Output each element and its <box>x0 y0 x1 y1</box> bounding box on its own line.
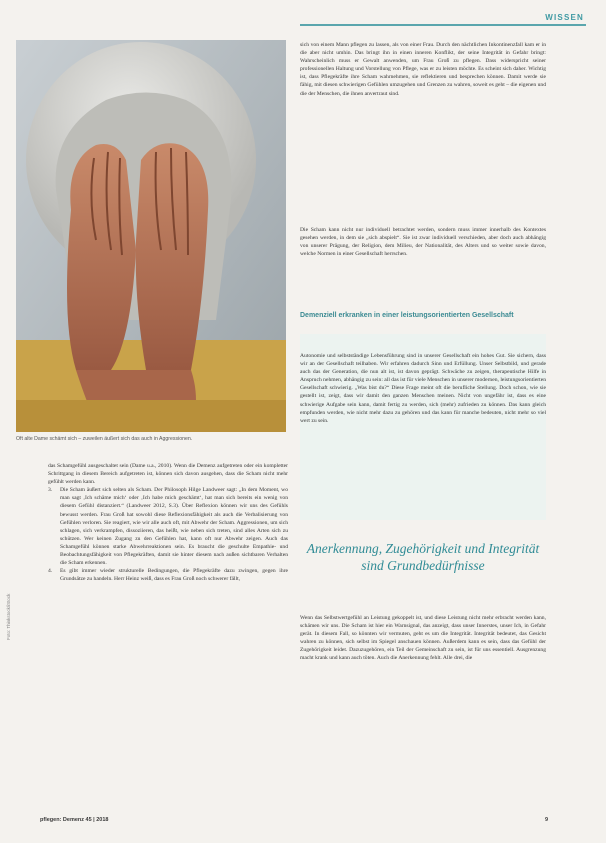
photo-credit: Foto: Thinkstock/iStock <box>6 593 11 640</box>
pullquote: Anerkennung, Zugehörigkeit und Integrität sind Grundbedürfnisse <box>306 541 540 573</box>
paragraph-2-text: Die Scham kann nicht nur individuell betrachtet werden, sondern muss immer innerhalb des Kontextes gesehen werden, in dem sie „sich abspielt“. Sie ist zwar individuell verschieden, aber doch auch abhängig von unserer Prägung, der Religion, dem Milieu, der Nationalität, des Alters und so weiter sowie davon, welche Normen in einer Gesellschaft herrschen. <box>300 227 546 258</box>
right-column-paragraph-3 <box>300 352 546 425</box>
section-subheading: Demenziell erkranken in einer leistungsorientierten Gesellschaft <box>300 312 514 319</box>
paragraph-1-text: sich von einem Mann pflegen zu lassen, als von einer Frau. Durch den nächtlichen Inkontinenzfall kam er in die aber nicht umhin. Das bringt ihn in einen inneren Konflikt, der seine Integrität in Gefahr bringt: Wahrscheinlich muss er Gewalt anwenden, um Frau Groß zu pflegen. Dass widerspricht seiner professionellen Haltung und Vorstellung von Pflege, was er zu leisten möchte. Es scheint sich daher. Wichtig ist, dass Pflegekräfte ihre Scham wahrnehmen, sie reflektieren und besprechen können. Damit werde sie fähig, mit diesen schwierigen Gefühlen umzugehen und Grenzen zu wahren, soweit es geht – die eigenen und die der Menschen, die ihnen anvertraut sind. <box>300 42 546 97</box>
photo-caption: Oft alte Dame schämt sich – zuweilen äußert sich das auch in Aggressionen. <box>16 436 193 442</box>
elderly-woman-photo <box>16 40 286 432</box>
list-text-4: Es gibt immer wieder strukturelle Bedingungen, die Pflegekräfte dazu zwingen, gegen ihre Grundsätze zu handeln. Herr Heinz weiß, dass es Frau Groß noch schwerer fällt, <box>60 568 288 583</box>
left-intro-paragraph: das Schamgefühl ausgeschaltet sein (Dame u.a., 2010). Wenn die Demenz aufgetreten oder ein kompletter Schrittgang in diesem Bereich aufgetreten ist, können sich davon ausgehen, dass die Scham nicht mehr gefühlt werden kann. <box>48 463 288 486</box>
page-number: 9 <box>545 817 549 823</box>
list-item-3 <box>48 486 288 567</box>
magazine-footer: pflegen: Demenz 45 | 2018 <box>40 817 109 823</box>
section-label: WISSEN <box>545 13 584 22</box>
left-column <box>48 462 288 583</box>
paragraph-3-text: Autonomie und selbstständige Lebensführung sind in unserer Gesellschaft ein hohes Gut. Sie sichern, dass wir an der Gesellschaft teilhaben. Wir erfahren dadurch Sinn und Erfüllung. Unser Selbstbild, und gerade auch das der Generation, die nun alt ist, ist davon geprägt. Schwäche zu zeigen, therapeutische Hilfe in Anspruch nehmen, abhängig zu sein: all das ist für viele Menschen in unserer modernen, leistungsorientierten Gesellschaft schwierig. „Was bist du?“ Diese Frage meint oft die berufliche Stellung. Doch schon, wie sie gestellt ist, zeigt, dass wir damit den ganzen Menschen meinen. Nicht von ungefähr ist, dass es eine schwierige Aufgabe sein kann, damit fertig zu werden, sich (mehr) zufrieden zu können. Das kann gleich empfunden werden, wie nicht mehr dazu zu gehören und das kann für manche bedeuten, nicht mehr so viel wert zu sein. <box>300 353 546 424</box>
right-column-paragraph-4 <box>300 614 546 663</box>
list-text-3: Die Scham äußert sich selten als Scham. Der Philosoph Hilge Landweer sagt: „In dem Moment, wo man sagt ‚Ich schäme mich‘ oder ‚Ich habe mich geschämt‘, hat man sich bereits ein wenig von diesem Gefühl distanziert.“ (Landweer 2012, S.3). Über Reflexion können wir uns des Gefühls bewusst werden. Frau Groß hat sowohl diese Reflexionsfähigkeit als auch die Verbalisierung von Gefühlen verloren. Sie reagiert, wie wir alle auch oft, mit Abwehr der Scham. Aggressionen, um sich schlagen, sich verkrampfen, dissoziieren, das heißt, wie neben sich treten, sind alles Arten sich zu schützen. Wer keinen Zugang zu den Gefühlen hat, kann oft nur Abwehr zeigen. Auch das Schamgefühl können starke Abwehrreaktionen sein. Es braucht die geschulte Empathie- und Beobachtungsfähigkeit von Pflegekräften, damit sie hinter diesem nach außen sichtbaren Verhalten die Scham erkennen. <box>60 487 288 567</box>
right-column-paragraph-1 <box>300 41 546 98</box>
right-column-paragraph-2 <box>300 226 546 258</box>
header-rule <box>300 24 586 26</box>
list-number-4: 4. <box>48 568 53 575</box>
paragraph-4-text: Wenn das Selbstwertgefühl an Leistung gekoppelt ist, und diese Leistung nicht mehr erbracht werden kann, schämen wir uns. Die Scham ist hier ein Warnsignal, das anzeigt, dass unser Innerstes, unser Ich, in Gefahr gerät. In diesem Fall, so könnten wir vermuten, geht es um die Integrität. Integrität bedeutet, das Gesicht wahren zu können, sich selbst im Spiegel anschauen können. Außerdem kann es sein, dass das Gefühl der Zugehörigkeit leidet. Dazuzugehören, ein Teil der Gemeinschaft zu sein, ist für uns essentiell. Ausgrenzung macht krank und kann auch töten. Auch die Anerkennung fehlt. Alle drei, die <box>300 615 546 662</box>
list-item-4 <box>48 567 288 583</box>
list-number-3: 3. <box>48 487 53 494</box>
